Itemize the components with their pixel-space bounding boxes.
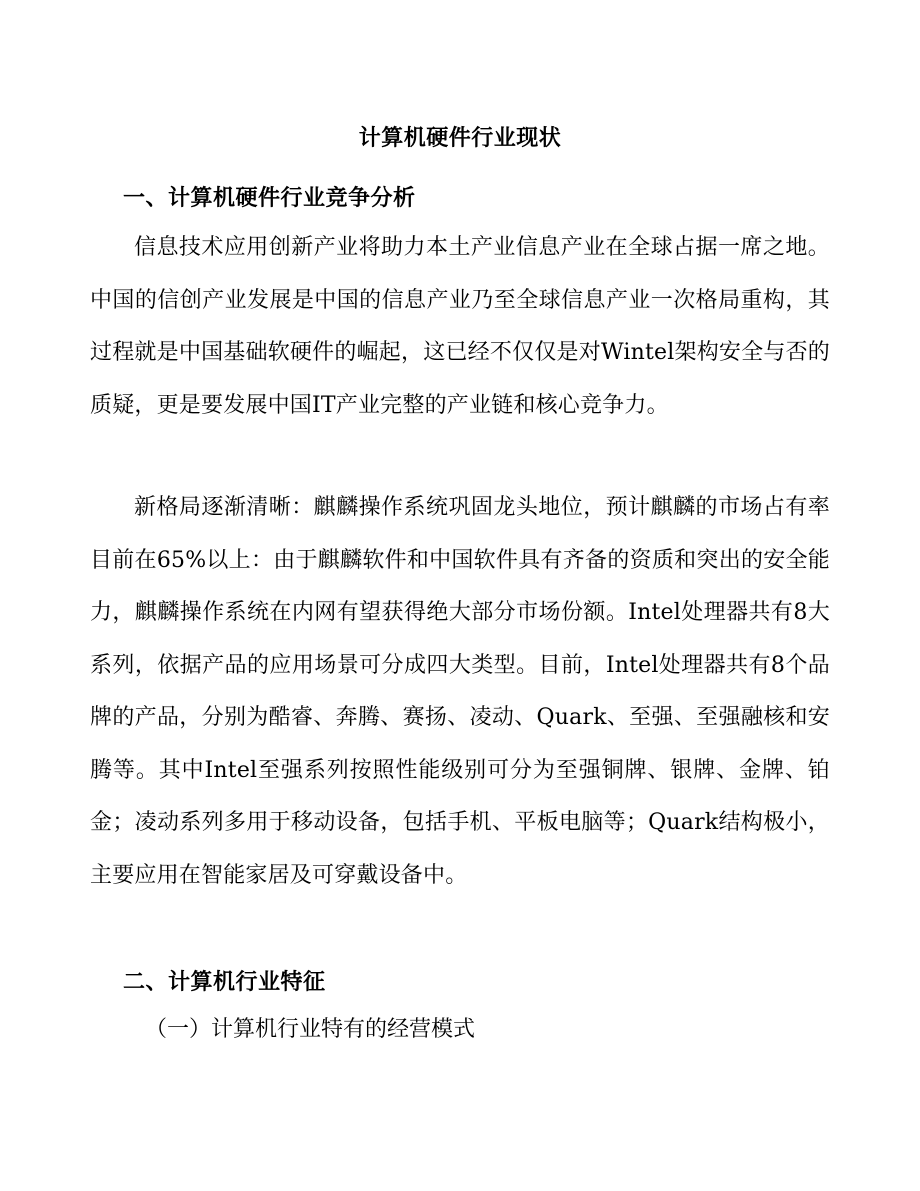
paragraph-new-landscape: 新格局逐渐清晰：麒麟操作系统巩固龙头地位，预计麒麟的市场占有率目前在65%以上：由于麒麟软件和中国软件具有齐备的资质和突出的安全能力，麒麟操作系统在内网有望获得绝大部分市场份额。Intel处理器共有8大系列，依据产品的应用场景可分成四大类型。目前，Intel处理器共有8个品牌的产品，分别为酷睿、奔腾、赛扬、凌动、Quark、至强、至强融核和安腾等。其中Intel至强系列按照性能级别可分为至强铜牌、银牌、金牌、铂金；凌动系列多用于移动设备，包括手机、平板电脑等；Quark结构极小，主要应用在智能家居及可穿戴设备中。 bbox=[90, 495, 830, 888]
section-heading-features: 二、计算机行业特征 bbox=[123, 969, 326, 995]
page-title: 计算机硬件行业现状 bbox=[358, 125, 562, 151]
section-heading-competition: 一、计算机硬件行业竞争分析 bbox=[123, 185, 416, 211]
paragraph-innovation: 信息技术应用创新产业将助力本土产业信息产业在全球占据一席之地。中国的信创产业发展是中国的信息产业乃至全球信息产业一次格局重构，其过程就是中国基础软硬件的崛起，这已经不仅仅是对Wintel架构安全与否的质疑，更是要发展中国IT产业完整的产业链和核心竞争力。 bbox=[90, 235, 830, 418]
subsection-heading-business-model: （一）计算机行业特有的经营模式 bbox=[145, 1017, 476, 1042]
